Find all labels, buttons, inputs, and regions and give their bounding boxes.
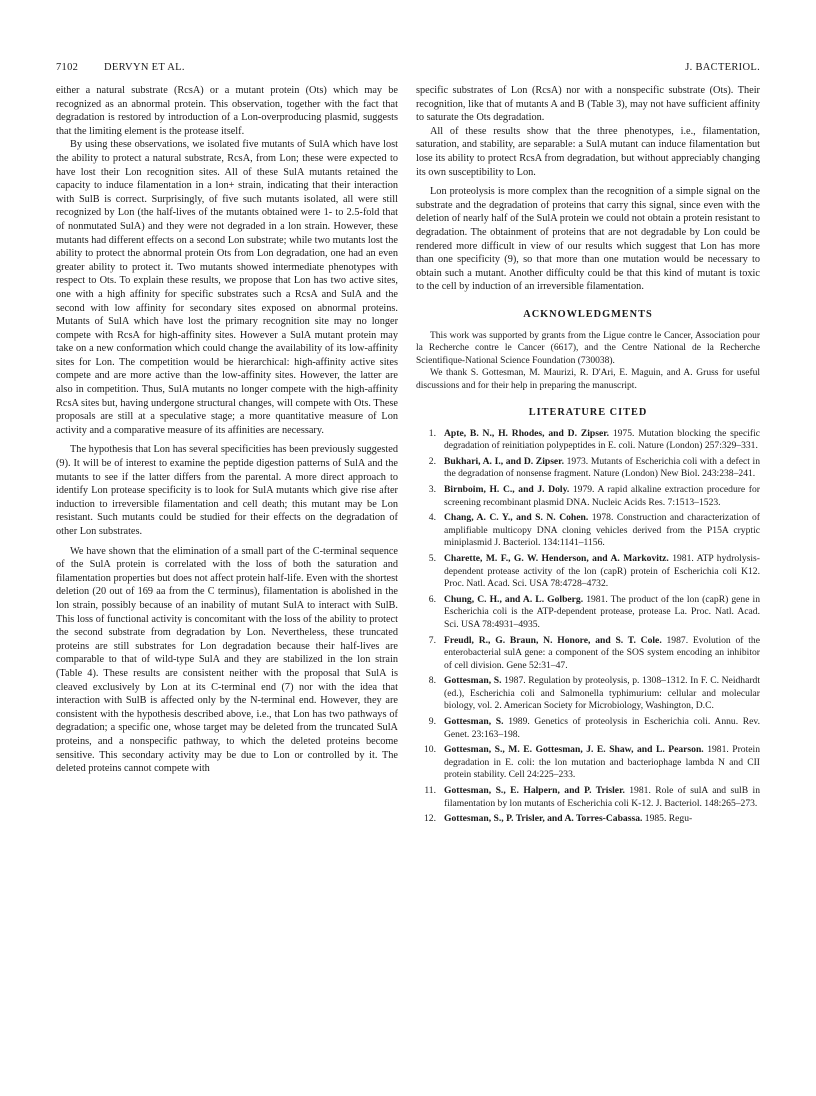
reference-item [416, 553, 760, 591]
reference-item [416, 675, 760, 713]
body-paragraph: either a natural substrate (RcsA) or a mutant protein (Ots) which may be recognized as an abnormal protein. This observation, together with the fact that degradation is restored by introduction of a Lon-overproducing plasmid, suggests that the limiting element is the protease itself. [56, 85, 398, 137]
reference-authors: Chang, A. C. Y., and S. N. Cohen. [444, 512, 589, 524]
reference-text: 1981. ATP hydrolysis-dependent protease activity of the lon (capR) protein of Escherichia coli K12. Proc. Natl. Acad. Sci. USA 78:4728–4732. [444, 552, 760, 590]
body-paragraph: specific substrates of Lon (RcsA) nor with a nonspecific substrate (Ots). Their recognition, like that of mutants A and B (Table 3), may not have sufficient affinity to saturate the Ots degradation. [416, 85, 760, 124]
acknowledgment-paragraph: We thank S. Gottesman, M. Maurizi, R. D'Ari, E. Maguin, and A. Gruss for useful discussions and for their help in preparing the manuscript. [416, 368, 760, 391]
reference-item [416, 428, 760, 453]
reference-item [416, 484, 760, 509]
reference-authors: Gottesman, S., M. E. Gottesman, J. E. Shaw, and L. Pearson. [444, 744, 704, 756]
reference-text: 1981. Role of sulA and sulB in filamentation by lon mutants of Escherichia coli K-12. J. Bacteriol. 148:265–273. [444, 785, 760, 809]
reference-list [416, 428, 760, 826]
reference-text: 1987. Evolution of the enterobacterial sulA gene: a component of the SOS system encoding an inhibitor of cell division. Gene 52:31–47. [444, 634, 760, 671]
running-header [56, 62, 760, 78]
reference-text: 1985. Regu- [642, 813, 693, 825]
reference-item [416, 716, 760, 741]
reference-authors: Bukhari, A. I., and D. Zipser. [444, 455, 564, 467]
reference-number: 4. [428, 512, 436, 524]
body-paragraph: We have shown that the elimination of a small part of the C-terminal sequence of the SulA protein is correlated with the loss of both the saturation and filamentation properties but does not affect protein half-life. Even with the shortest deletion (20 out of 169 aa from the C terminus), filamentation is abolished in the lon strain, possibly because of an inability of mutant SulA to interact with SulB. This loss of functional activity is concomitant with the loss of the ability to protect the second substrate from degradation by Lon. Nevertheless, these truncated proteins are still substrates for Lon degradation because their half-lives are comparable to that of wild-type SulA and they are stabilized in the lon strain (Table 4). These results are consistent neither with the proposal that SulA is cleaved exclusively by Lon at its C-terminal end (7) nor with the idea that interaction with SulB is affected only by the N-terminal end. However, they are consistent with the hypothesis described above, i.e., that Lon has two pathways of degradation; a specific one, whose target may be deleted from the truncated SulA proteins, and a nonspecific pathway, to which the deleted proteins become sensitive. This secondary activity may be due to Lon or controlled by it. The deleted proteins cannot compete with [56, 545, 398, 775]
body-paragraph: All of these results show that the three phenotypes, i.e., filamentation, saturation, and stability, are separable: a SulA mutant can induce filamentation but lose its ability to protect RcsA from degradation, but without appreciably changing its own susceptibility to Lon. [416, 125, 760, 178]
reference-text: 1979. A rapid alkaline extraction procedure for screening recombinant plasmid DNA. Nucleic Acids Res. 7:1513–1523. [444, 483, 760, 508]
body-paragraph: The hypothesis that Lon has several specificities has been previously suggested (9). It will be of interest to examine the peptide digestion patterns of SulA and the mutants to see if the latter differs from the parental. A more direct approach to identify Lon protease specificity is to look for SulA mutants which give rise after induction to irreversible filamentation and cell death; this mutant may be Lon resistant. Such mutants could be studied for their effects on the degradation of other Lon substrates. [56, 444, 398, 537]
reference-number: 12. [424, 813, 436, 825]
reference-item [416, 744, 760, 782]
reference-item [416, 594, 760, 632]
reference-item [416, 785, 760, 810]
reference-authors: Apte, B. N., H. Rhodes, and D. Zipser. [444, 427, 609, 439]
reference-number: 5. [428, 552, 436, 564]
running-authors: DERVYN ET AL. [104, 62, 185, 73]
reference-number: 9. [428, 716, 436, 728]
reference-authors: Birnboim, H. C., and J. Doly. [444, 483, 570, 495]
reference-number: 8. [428, 675, 436, 687]
reference-text: 1989. Genetics of proteolysis in Escherichia coli. Annu. Rev. Genet. 23:163–198. [444, 716, 760, 740]
reference-text: 1975. Mutation blocking the specific degradation of reinitiation polypeptides in E. coli. Nature (London) 257:329–331. [444, 427, 760, 452]
reference-text: 1987. Regulation by proteolysis, p. 1308–1312. In F. C. Neidhardt (ed.), Escherichia coli and Salmonella typhimurium: cellular and molecular biology, vol. 2. American Society for Microbiology, Washington, D.C. [444, 675, 760, 712]
reference-item [416, 512, 760, 550]
reference-number: 6. [428, 593, 436, 605]
reference-number: 2. [428, 455, 436, 467]
reference-number: 10. [424, 744, 436, 756]
body-paragraph: By using these observations, we isolated five mutants of SulA which have lost the ability to protect a natural substrate, RcsA, from Lon; these were expected to have lost their Lon recognition sites. All of these SulA mutants retained the capacity to induce filamentation in a lon+ strain, indicating that their interaction with SulB is correct. Surprisingly, of five such mutants isolated, all were still recognized by Lon (the half-lives of the mutants obtained were 1- to 2.5-fold that of nonmutated SulA) and they were not degraded in a lon strain. However, these mutants had different effects on a second Lon substrate; while two mutants lost the ability to protect the abnormal protein Ots from Lon degradation, one had an even greater ability to protect it. Two mutants showed intermediate phenotypes with respect to Ots. To explain these results, we propose that Lon has two active sites, one with a high affinity for specific substrates such a RcsA and SulA and the second with low affinity for secondary sites exposed on abnormal proteins. Mutants of SulA which have lost the primary recognition site may no longer compete with RcsA for high-affinity sites. However a SulA mutant protein may take on a new conformation which could change the availability of its low-affinity sites for Lon. The competition would be hierarchical: high-affinity active sites compete and are more active than the low-affinity sites. However, the latter are also in competition. Thus, SulA mutants no longer compete with the high-affinity RcsA sites but, having undergone structural changes, will compete with Ots. These proposals are still at a speculative stage; a more quantitative measure of Lon activity and a comparative measure of its affinities are necessary. [56, 139, 398, 436]
reference-authors: Gottesman, S., P. Trisler, and A. Torres-Cabassa. [444, 813, 643, 825]
acknowledgments-heading: ACKNOWLEDGMENTS [523, 308, 653, 320]
journal-name: J. BACTERIOL. [685, 62, 760, 73]
reference-item [416, 635, 760, 673]
reference-number: 1. [428, 427, 436, 439]
reference-authors: Gottesman, S., E. Halpern, and P. Trisler. [444, 785, 625, 797]
reference-text: 1981. The product of the lon (capR) gene in Escherichia coli is the ATP-dependent protease, protease La. Proc. Natl. Acad. Sci. USA 78:4931–4935. [444, 593, 760, 630]
reference-authors: Freudl, R., G. Braun, N. Honore, and S. T. Cole. [444, 634, 662, 646]
page-number: 7102 [56, 62, 79, 73]
reference-authors: Gottesman, S. [444, 675, 502, 687]
acknowledgments-section [416, 330, 760, 393]
reference-number: 11. [424, 785, 436, 797]
reference-authors: Chung, C. H., and A. L. Golberg. [444, 593, 584, 605]
body-paragraph: Lon proteolysis is more complex than the recognition of a simple signal on the substrate and the degradation of proteins that carry this signal, since even with the deletion of nearly half of the SulA protein we could not obtain a protein resistant to degradation. The obtainment of proteins that are not degradable by Lon could be rendered more difficult in view of our results which suggest that Lon has more than one specificity (9), so that more than one mutation would be necessary to obtain such a mutant. Another difficulty could be that this kind of mutant is toxic to the cell by induction of an irreversible filamentation. [416, 186, 760, 293]
literature-cited-heading: LITERATURE CITED [528, 407, 648, 418]
left-column [56, 84, 398, 776]
reference-authors: Charette, M. F., G. W. Henderson, and A. Markovitz. [444, 552, 669, 564]
right-column [416, 84, 760, 829]
reference-number: 3. [428, 483, 436, 495]
reference-text: 1978. Construction and characterization of amplifiable multicopy DNA cloning vehicles derived from the P15A cryptic miniplasmid J. Bacteriol. 134:1141–1156. [444, 512, 760, 549]
reference-text: 1981. Protein degradation in E. coli: the lon mutation and bacteriophage lambda N and CII protein stability. Cell 24:225–233. [444, 744, 760, 781]
reference-text: 1973. Mutants of Escherichia coli with a defect in the degradation of nonsense fragment. Nature (London) New Biol. 243:238–241. [444, 455, 760, 480]
reference-item [416, 813, 760, 826]
reference-authors: Gottesman, S. [444, 716, 504, 728]
acknowledgment-paragraph: This work was supported by grants from the Ligue contre le Cancer, Association pour la Recherche contre le Cancer (6617), and the Centre National de la Recherche Scientifique-National Science Foundation (730038). [416, 330, 760, 366]
reference-number: 7. [428, 634, 436, 646]
reference-item [416, 456, 760, 481]
